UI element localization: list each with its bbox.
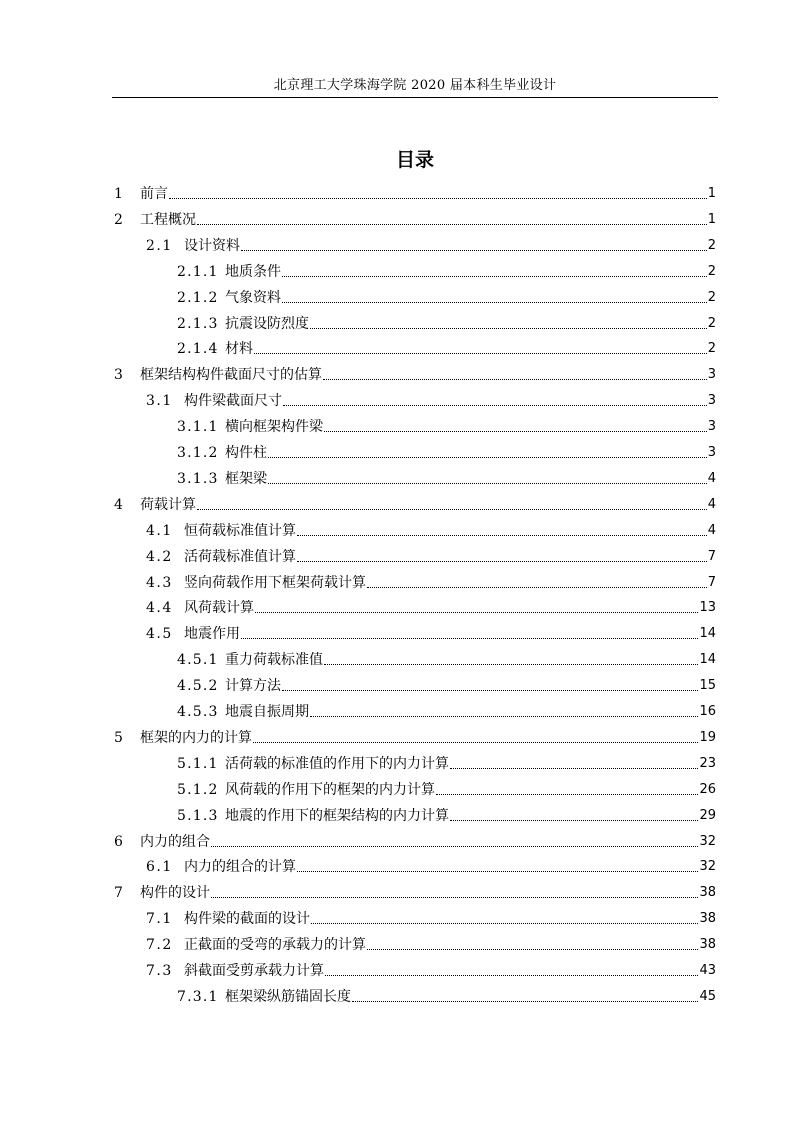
toc-dot-leader (197, 224, 707, 225)
toc-entry[interactable] (114, 727, 716, 747)
toc-dot-leader (211, 846, 698, 847)
toc-entry-label: 地震的作用下的框架结构的内力计算 (225, 807, 449, 824)
toc-entry[interactable] (114, 882, 716, 902)
toc-dot-leader (323, 379, 707, 380)
toc-dot-leader (268, 457, 707, 458)
toc-dot-leader (241, 250, 707, 251)
toc-entry-page: 2 (707, 263, 716, 279)
toc-entry[interactable] (146, 520, 716, 540)
toc-entry[interactable] (114, 494, 716, 514)
toc-entry[interactable] (146, 597, 716, 617)
toc-entry[interactable] (114, 364, 716, 384)
toc-title: 目录 (395, 149, 434, 171)
toc-entry-number: 4.5 (146, 626, 173, 643)
toc-entry-number: 3.1.3 (177, 470, 219, 487)
toc-entry-label: 地质条件 (225, 263, 281, 280)
toc-entry-number: 6.1 (146, 859, 173, 876)
toc-dot-leader (282, 302, 707, 303)
toc-dot-leader (367, 949, 698, 950)
toc-entry-number: 3.1 (146, 393, 173, 410)
toc-entry[interactable] (177, 779, 716, 799)
toc-entry-number: 2.1.3 (177, 315, 219, 332)
toc-entry[interactable] (146, 934, 716, 954)
toc-dot-leader (436, 794, 698, 795)
toc-dot-leader (282, 690, 698, 691)
toc-entry-number: 5.1.2 (177, 781, 219, 798)
toc-entry[interactable] (146, 546, 716, 566)
toc-entry[interactable] (177, 313, 716, 333)
toc-entry-label: 抗震设防烈度 (225, 315, 309, 332)
toc-entry-number: 2.1 (146, 237, 173, 254)
toc-entry-page: 32 (699, 859, 716, 875)
toc-dot-leader (241, 638, 698, 639)
toc-entry[interactable] (177, 338, 716, 358)
toc-dot-leader (297, 871, 698, 872)
toc-entry-page: 3 (707, 445, 716, 460)
toc-entry-page: 45 (699, 988, 716, 1004)
toc-entry-number: 7.2 (146, 937, 173, 954)
toc-entry-label: 横向框架构件梁 (225, 419, 323, 436)
toc-entry-number: 7.3.1 (177, 988, 219, 1005)
header-divider (112, 97, 718, 98)
toc-entry[interactable] (146, 960, 716, 980)
toc-dot-leader (310, 328, 707, 329)
toc-entry-number: 2 (114, 211, 123, 228)
toc-entry[interactable] (177, 986, 716, 1006)
toc-entry[interactable] (146, 856, 716, 876)
toc-dot-leader (254, 353, 707, 354)
toc-entry-number: 2.1.1 (177, 263, 219, 280)
toc-entry[interactable] (177, 287, 716, 307)
toc-entry-label: 设计资料 (184, 237, 240, 254)
toc-entry-page: 23 (699, 755, 716, 771)
toc-entry-number: 3.1.2 (177, 445, 219, 461)
toc-dot-leader (211, 897, 698, 898)
toc-dot-leader (297, 535, 707, 536)
toc-entry-label: 框架的内力的计算 (140, 729, 252, 746)
toc-entry-page: 1 (707, 211, 716, 227)
toc-entry-page: 13 (699, 600, 716, 616)
toc-entry-number: 7.3 (146, 963, 173, 979)
toc-entry-label: 工程概况 (140, 211, 196, 228)
toc-entry[interactable] (114, 183, 716, 203)
toc-entry-label: 地震自振周期 (225, 704, 309, 720)
toc-dot-leader (268, 483, 707, 484)
toc-entry[interactable] (177, 701, 716, 721)
toc-entry-number: 4 (114, 496, 123, 513)
toc-entry-number: 4.2 (146, 548, 173, 565)
toc-entry-label: 活荷载的标准值的作用下的内力计算 (225, 755, 449, 772)
toc-entry-label: 框架梁纵筋锚固长度 (225, 988, 351, 1005)
toc-entry-label: 竖向荷载作用下框架荷载计算 (184, 574, 366, 591)
toc-entry-page: 16 (699, 704, 716, 719)
toc-entry-page: 7 (707, 574, 716, 590)
toc-entry-page: 32 (699, 833, 716, 849)
toc-entry-number: 2.1.2 (177, 289, 219, 306)
toc-entry[interactable] (146, 623, 716, 643)
toc-entry-label: 恒荷载标准值计算 (184, 522, 296, 539)
toc-entry[interactable] (146, 572, 716, 592)
toc-entry-page: 3 (707, 393, 716, 409)
toc-entry-label: 活荷载标准值计算 (184, 548, 296, 565)
toc-entry-number: 4.5.2 (177, 678, 219, 695)
toc-entry-label: 计算方法 (225, 678, 281, 695)
toc-dot-leader (324, 664, 698, 665)
toc-entry-number: 3.1.1 (177, 419, 219, 436)
toc-entry-label: 风荷载的作用下的框架的内力计算 (225, 781, 435, 798)
toc-entry-label: 构件梁的截面的设计 (184, 911, 310, 928)
toc-dot-leader (352, 1001, 698, 1002)
toc-dot-leader (450, 820, 698, 821)
toc-entry-number: 4.3 (146, 574, 173, 591)
toc-entry-page: 14 (699, 626, 716, 642)
toc-dot-leader (310, 716, 698, 717)
toc-entry-number: 6 (114, 833, 123, 850)
toc-entry-label: 风荷载计算 (184, 600, 254, 617)
toc-entry[interactable] (146, 908, 716, 928)
toc-entry-page: 38 (699, 937, 716, 953)
page-header: 北京理工大学珠海学院 2020 届本科生毕业设计 (273, 78, 557, 93)
toc-entry-label: 内力的组合的计算 (184, 859, 296, 876)
toc-entry-page: 7 (707, 548, 716, 564)
toc-entry-label: 荷载计算 (140, 496, 196, 513)
toc-dot-leader (367, 587, 707, 588)
toc-entry[interactable] (177, 261, 716, 281)
toc-dot-leader (311, 923, 698, 924)
toc-dot-leader (169, 198, 707, 199)
toc-entry[interactable] (114, 831, 716, 851)
toc-entry-page: 26 (699, 781, 716, 797)
toc-entry-label: 构件梁截面尺寸 (184, 393, 282, 410)
toc-entry[interactable] (146, 390, 716, 410)
toc-dot-leader (197, 509, 707, 510)
toc-entry-page: 15 (699, 678, 716, 694)
toc-entry[interactable] (177, 416, 716, 436)
toc-entry-number: 4.4 (146, 600, 173, 617)
toc-entry-number: 3 (114, 367, 123, 384)
toc-entry-label: 重力荷载标准值 (225, 652, 323, 669)
toc-dot-leader (324, 431, 707, 432)
toc-entry-page: 38 (699, 885, 716, 901)
toc-entry-label: 地震作用 (184, 626, 240, 643)
toc-entry-page: 14 (699, 652, 716, 668)
toc-entry-page: 43 (699, 963, 716, 978)
toc-entry[interactable] (177, 442, 716, 462)
toc-entry-label: 材料 (225, 341, 253, 358)
toc-entry-number: 7.1 (146, 911, 173, 928)
toc-entry-page: 2 (707, 341, 716, 357)
toc-dot-leader (325, 975, 698, 976)
toc-entry-label: 气象资料 (225, 289, 281, 306)
toc-entry[interactable] (177, 805, 716, 825)
toc-entry[interactable] (177, 675, 716, 695)
toc-entry[interactable] (177, 468, 716, 488)
toc-dot-leader (282, 276, 707, 277)
toc-entry-page: 19 (699, 729, 716, 745)
toc-entry-number: 2.1.4 (177, 341, 219, 358)
toc-entry-number: 5 (114, 729, 123, 746)
toc-entry-label: 正截面的受弯的承载力的计算 (184, 937, 366, 954)
toc-entry-number: 4.1 (146, 522, 173, 539)
toc-entry-page: 4 (707, 522, 716, 538)
toc-entry-page: 2 (707, 315, 716, 331)
toc-dot-leader (255, 612, 698, 613)
toc-entry-number: 5.1.1 (177, 755, 219, 772)
toc-entry[interactable] (177, 753, 716, 773)
toc-entry-label: 内力的组合 (140, 833, 210, 850)
toc-entry[interactable] (114, 209, 716, 229)
toc-entry-page: 2 (707, 289, 716, 305)
toc-entry-label: 斜截面受剪承载力计算 (184, 963, 324, 979)
toc-entry-page: 2 (707, 237, 716, 253)
toc-entry[interactable] (177, 649, 716, 669)
toc-dot-leader (283, 405, 707, 406)
toc-entry-page: 4 (707, 470, 716, 486)
toc-entry-page: 29 (699, 807, 716, 823)
toc-entry-label: 框架梁 (225, 470, 267, 487)
toc-entry-number: 1 (114, 186, 123, 202)
toc-entry-number: 4.5.3 (177, 704, 219, 720)
toc-entry-page: 4 (707, 496, 716, 512)
toc-entry-number: 5.1.3 (177, 807, 219, 824)
toc-entry-label: 构件的设计 (140, 885, 210, 902)
toc-entry-page: 3 (707, 367, 716, 383)
toc-entry-page: 3 (707, 419, 716, 435)
toc-dot-leader (253, 742, 698, 743)
toc-entry-label: 前言 (140, 186, 168, 202)
toc-entry-page: 1 (707, 186, 716, 201)
toc-dot-leader (297, 561, 707, 562)
toc-entry-page: 38 (699, 911, 716, 927)
toc-entry-label: 构件柱 (225, 445, 267, 461)
toc-entry[interactable] (146, 235, 716, 255)
toc-entry-number: 4.5.1 (177, 652, 219, 669)
toc-entry-number: 7 (114, 885, 123, 902)
toc-dot-leader (450, 768, 698, 769)
toc-entry-label: 框架结构构件截面尺寸的估算 (140, 367, 322, 384)
